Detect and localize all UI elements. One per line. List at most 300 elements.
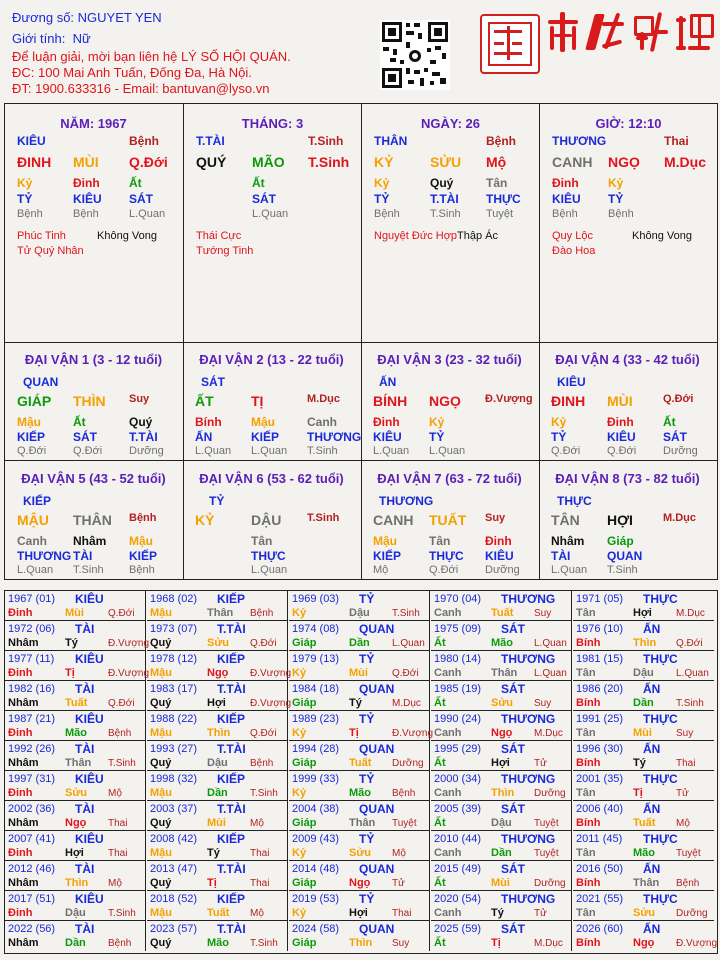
- dai-van-item: Kỷ: [429, 415, 445, 429]
- pillar-cell: Q.Đới: [129, 154, 168, 170]
- table-row: [5, 801, 146, 831]
- dai-van-item: L.Quan: [429, 445, 466, 457]
- year-stem: Giáp: [292, 877, 317, 889]
- year-label: 1976 (10): [576, 623, 624, 635]
- year-god: QUAN: [359, 802, 395, 816]
- star-label: Không Vong: [632, 230, 692, 242]
- dai-van-item: Mậu: [17, 415, 41, 429]
- year-god: QUAN: [359, 862, 395, 876]
- year-phase: Tử: [534, 908, 547, 919]
- year-god: TỶ: [359, 892, 375, 906]
- dai-van-item: QUAN: [607, 549, 643, 563]
- dai-van-item: TỶ: [551, 430, 567, 444]
- year-branch: Tuất: [207, 907, 230, 919]
- dai-van-item: Q.Đới: [73, 445, 103, 457]
- dai-van-item: Nhâm: [551, 534, 585, 548]
- year-stem: Bính: [576, 637, 601, 649]
- dai-van-cell: [539, 460, 716, 579]
- year-label: 2026 (60): [576, 923, 624, 935]
- year-phase: Tuyệt: [392, 818, 417, 829]
- year-label: 1985 (19): [434, 683, 482, 695]
- year-phase: Đ.Vượng: [108, 668, 150, 679]
- year-stem: Kỷ: [292, 787, 307, 799]
- year-label: 2015 (49): [434, 863, 482, 875]
- year-branch: Tý: [491, 907, 504, 919]
- dai-van-cell: [361, 460, 538, 579]
- table-row: [431, 711, 572, 741]
- year-stem: Tân: [576, 787, 596, 799]
- dai-van-item: THƯƠNG: [307, 430, 362, 444]
- pillar-cell: Tuyệt: [486, 208, 514, 220]
- star-label: Tử Quý Nhân: [17, 245, 84, 257]
- year-god: KIẾP: [217, 832, 246, 846]
- year-god: THƯƠNG: [501, 652, 556, 666]
- table-row: [147, 921, 288, 951]
- table-row: [147, 711, 288, 741]
- year-stem: Kỷ: [292, 907, 307, 919]
- year-god: SÁT: [501, 862, 525, 876]
- year-phase: Dưỡng: [392, 758, 424, 769]
- table-row: [5, 741, 146, 771]
- table-row: [573, 891, 714, 921]
- year-label: 1982 (16): [8, 683, 56, 695]
- year-stem: Mậu: [150, 667, 172, 679]
- dai-van-item: KIÊU: [607, 430, 636, 444]
- year-label: 1986 (20): [576, 683, 624, 695]
- year-stem: Mậu: [150, 607, 172, 619]
- table-row: [431, 921, 572, 951]
- dai-van-item: TÀI: [551, 549, 571, 563]
- table-row: [147, 681, 292, 711]
- pillar-cell: TỶ: [608, 192, 624, 206]
- year-label: 2022 (56): [8, 923, 56, 935]
- year-phase: Q.Đới: [676, 638, 703, 649]
- year-phase: Mộ: [676, 818, 690, 829]
- table-row: [289, 921, 430, 951]
- year-branch: Sửu: [349, 847, 372, 859]
- table-row: [431, 621, 572, 651]
- pillar-column: [539, 104, 717, 342]
- year-label: 2004 (38): [292, 803, 340, 815]
- dai-van-item: Mộ: [373, 564, 389, 576]
- dai-van-title: ĐẠI VẬN 8 (73 - 82 tuổi): [555, 471, 700, 486]
- year-branch: Thân: [491, 667, 518, 679]
- table-row: [147, 771, 288, 801]
- year-label: 2006 (40): [576, 803, 624, 815]
- year-stem: Mậu: [150, 727, 172, 739]
- pillar-cell: Bệnh: [374, 208, 400, 220]
- year-label: 1971 (05): [576, 593, 624, 605]
- year-stem: Bính: [576, 817, 601, 829]
- pillar-cell: T.Sinh: [430, 208, 461, 220]
- year-branch: Ngọ: [491, 727, 513, 739]
- dai-van-item: Q.Đới: [607, 445, 637, 457]
- year-branch: Mùi: [491, 877, 510, 889]
- year-label: 1991 (25): [576, 713, 624, 725]
- year-phase: L.Quan: [534, 668, 567, 679]
- year-stem: Giáp: [292, 757, 317, 769]
- year-god: KIÊU: [75, 652, 104, 666]
- year-phase: T.Sinh: [250, 788, 278, 799]
- pillar-cell: KIÊU: [73, 192, 102, 206]
- year-label: 1983 (17): [150, 683, 198, 695]
- year-branch: Dần: [491, 847, 512, 859]
- year-stem: Ất: [434, 637, 446, 649]
- dai-van-item: MÙI: [607, 393, 633, 409]
- table-row: [147, 651, 292, 681]
- year-label: 1978 (12): [150, 653, 198, 665]
- dai-van-item: T.Sinh: [607, 564, 638, 576]
- year-label: 2012 (46): [8, 863, 56, 875]
- table-row: [431, 591, 572, 621]
- pillar-cell: KỶ: [374, 154, 394, 170]
- dai-van-item: THÂN: [73, 512, 112, 528]
- dai-van-item: THỰC: [429, 549, 464, 563]
- dai-van-item: Dưỡng: [663, 445, 698, 457]
- year-stem: Ất: [434, 877, 446, 889]
- dai-van-item: T.Sinh: [73, 564, 104, 576]
- year-branch: Tý: [65, 637, 78, 649]
- year-branch: Tị: [65, 667, 75, 679]
- dai-van-item: Q.Đới: [17, 445, 47, 457]
- dai-van-cell: [361, 341, 538, 460]
- pillar-cell: Bệnh: [73, 208, 99, 220]
- year-stem: Giáp: [292, 637, 317, 649]
- table-row: [573, 861, 714, 891]
- year-phase: Đ.Vượng: [676, 938, 718, 949]
- year-label: 1979 (13): [292, 653, 340, 665]
- year-label: 1995 (29): [434, 743, 482, 755]
- dai-van-item: THƯƠNG: [17, 549, 72, 563]
- table-row: [5, 651, 150, 681]
- year-god: KIẾP: [217, 892, 246, 906]
- table-row: [431, 891, 572, 921]
- year-god: SÁT: [501, 742, 525, 756]
- pillar-cell: NGỌ: [608, 154, 640, 170]
- year-label: 1967 (01): [8, 593, 56, 605]
- year-phase: Bệnh: [108, 728, 132, 739]
- year-phase: Bệnh: [250, 758, 274, 769]
- table-row: [147, 801, 288, 831]
- year-branch: Mão: [207, 937, 229, 949]
- year-god: T.TÀI: [217, 742, 246, 756]
- dai-van-item: Q.Đới: [429, 564, 459, 576]
- year-branch: Dần: [65, 937, 86, 949]
- year-god: KIẾP: [217, 712, 246, 726]
- pillar-cell: Đinh: [73, 176, 100, 190]
- year-branch: Tị: [633, 787, 643, 799]
- year-stem: Canh: [434, 667, 462, 679]
- dai-van-cell: [5, 460, 182, 579]
- year-phase: Thai: [392, 908, 412, 919]
- year-phase: Đ.Vượng: [392, 728, 434, 739]
- year-branch: Dậu: [207, 757, 228, 769]
- year-branch: Ngọ: [633, 937, 655, 949]
- year-label: 1989 (23): [292, 713, 340, 725]
- year-label: 1972 (06): [8, 623, 56, 635]
- year-phase: T.Sinh: [392, 608, 420, 619]
- dai-van-item: Đinh: [485, 534, 512, 548]
- dai-van-god: SÁT: [201, 375, 225, 389]
- dai-van-title: ĐẠI VẬN 5 (43 - 52 tuổi): [21, 471, 166, 486]
- year-god: QUAN: [359, 742, 395, 756]
- year-phase: Bệnh: [108, 938, 132, 949]
- year-god: SÁT: [501, 622, 525, 636]
- dai-van-item: KỶ: [195, 512, 215, 528]
- year-stem: Canh: [434, 727, 462, 739]
- brand-logo-calligraphy: [544, 12, 714, 56]
- year-label: 2011 (45): [576, 833, 623, 845]
- year-branch: Tị: [349, 727, 359, 739]
- table-row: [289, 741, 430, 771]
- year-god: SÁT: [501, 802, 525, 816]
- year-stem: Tân: [576, 667, 596, 679]
- year-branch: Dần: [349, 637, 370, 649]
- dai-van-item: Dưỡng: [129, 445, 164, 457]
- table-row: [573, 711, 714, 741]
- year-branch: Mão: [65, 727, 87, 739]
- year-god: TỶ: [359, 652, 375, 666]
- table-row: [431, 651, 572, 681]
- dai-van-item: Suy: [485, 512, 506, 524]
- pillar-cell: T.TÀI: [430, 192, 459, 206]
- dai-van-item: ẤN: [195, 430, 213, 444]
- year-stem: Kỷ: [292, 727, 307, 739]
- year-label: 1988 (22): [150, 713, 198, 725]
- year-stem: Bính: [576, 697, 601, 709]
- dai-van-item: ẤT: [195, 393, 214, 409]
- table-row: [147, 741, 288, 771]
- table-row: [573, 741, 714, 771]
- table-row: [573, 831, 714, 861]
- dai-van-item: Đinh: [607, 415, 634, 429]
- year-branch: Thân: [207, 607, 234, 619]
- year-phase: T.Sinh: [108, 908, 136, 919]
- pillar-cell: SÁT: [252, 192, 276, 206]
- red-seal-stamp: [480, 14, 540, 74]
- year-phase: M.Dục: [676, 608, 705, 619]
- year-phase: Dưỡng: [534, 788, 566, 799]
- dai-van-item: SÁT: [663, 430, 687, 444]
- pillar-cell: TỶ: [17, 192, 33, 206]
- year-god: QUAN: [359, 682, 395, 696]
- table-row: [5, 921, 146, 951]
- table-row: [431, 771, 572, 801]
- year-label: 2023 (57): [150, 923, 198, 935]
- year-label: 1973 (07): [150, 623, 198, 635]
- year-phase: T.Sinh: [250, 938, 278, 949]
- pillar-cell: SÁT: [129, 192, 153, 206]
- table-row: [5, 891, 146, 921]
- year-label: 1997 (31): [8, 773, 56, 785]
- dai-van-item: THỰC: [251, 549, 286, 563]
- owner-name: Đương số: NGUYET YEN: [12, 10, 162, 25]
- gender-line: [12, 31, 91, 47]
- year-stem: Đinh: [8, 667, 33, 679]
- dai-van-god: THƯƠNG: [379, 494, 434, 508]
- table-row: [5, 591, 146, 621]
- year-branch: Mùi: [207, 817, 226, 829]
- year-phase: Mộ: [108, 788, 122, 799]
- year-label: 2010 (44): [434, 833, 482, 845]
- table-row: [573, 921, 718, 951]
- year-phase: Q.Đới: [108, 698, 135, 709]
- dai-van-item: M.Dục: [307, 393, 340, 405]
- address-line: ĐC: 100 Mai Anh Tuấn, Đống Đa, Hà Nội.: [12, 65, 252, 80]
- table-row: [147, 891, 288, 921]
- year-stem: Ất: [434, 817, 446, 829]
- year-stem: Ất: [434, 697, 446, 709]
- dai-van-item: Q.Đới: [663, 393, 694, 405]
- pillar-cell: L.Quan: [252, 208, 289, 220]
- year-phase: Thai: [250, 878, 270, 889]
- year-phase: L.Quan: [534, 638, 567, 649]
- phone-email-line: ĐT: 1900.633316 - Email: bantuvan@lyso.vn: [12, 81, 270, 96]
- year-phase: M.Dục: [534, 728, 563, 739]
- year-label: 1984 (18): [292, 683, 340, 695]
- dai-van-cell: [5, 341, 182, 460]
- year-branch: Mùi: [349, 667, 368, 679]
- dai-van-item: Bính: [195, 415, 222, 429]
- year-branch: Thân: [349, 817, 376, 829]
- year-phase: Tử: [676, 788, 689, 799]
- year-phase: T.Sinh: [676, 698, 704, 709]
- year-god: KIÊU: [75, 712, 104, 726]
- dai-van-item: Giáp: [607, 534, 634, 548]
- year-label: 1969 (03): [292, 593, 340, 605]
- pillar-cell: Thai: [664, 134, 689, 148]
- pillar-cell: Đinh: [552, 176, 579, 190]
- year-god: TÀI: [75, 742, 95, 756]
- year-god: TỶ: [359, 832, 375, 846]
- year-branch: Thìn: [349, 937, 373, 949]
- year-god: TỶ: [359, 592, 375, 606]
- year-branch: Mão: [491, 637, 513, 649]
- pillar-cell: Bệnh: [17, 208, 43, 220]
- dai-van-item: Kỷ: [551, 415, 567, 429]
- pillar-cell: ĐINH: [17, 154, 52, 170]
- year-god: ẤN: [643, 802, 661, 816]
- year-label: 1977 (11): [8, 653, 55, 665]
- star-label: Nguyệt Đức Hợp: [374, 230, 458, 242]
- year-branch: Tý: [207, 847, 220, 859]
- year-god: THỰC: [643, 712, 678, 726]
- year-stem: Nhâm: [8, 697, 39, 709]
- year-phase: M.Dục: [392, 698, 421, 709]
- year-stem: Quý: [150, 937, 172, 949]
- year-stem: Kỷ: [292, 607, 307, 619]
- year-god: ẤN: [643, 622, 661, 636]
- dai-van-item: NGỌ: [429, 393, 461, 409]
- year-phase: Suy: [534, 608, 552, 619]
- year-stem: Ất: [434, 937, 446, 949]
- star-label: Thái Cực: [196, 230, 242, 242]
- table-row: [289, 861, 430, 891]
- year-label: 1998 (32): [150, 773, 198, 785]
- star-label: Tướng Tinh: [196, 245, 254, 257]
- qr-code-icon[interactable]: [380, 20, 450, 90]
- table-row: [573, 591, 714, 621]
- year-god: KIÊU: [75, 892, 104, 906]
- pillar-cell: T.Sinh: [308, 134, 344, 148]
- table-row: [289, 801, 430, 831]
- year-stem: Nhâm: [8, 817, 39, 829]
- year-phase: Thai: [676, 758, 696, 769]
- year-phase: Q.Đới: [392, 668, 419, 679]
- dai-van-item: T.Sinh: [307, 445, 338, 457]
- year-god: THỰC: [643, 892, 678, 906]
- pillar-cell: Ất: [252, 176, 265, 190]
- year-branch: Tuất: [491, 607, 514, 619]
- year-phase: Thai: [108, 848, 128, 859]
- year-branch: Tị: [491, 937, 501, 949]
- year-label: 2018 (52): [150, 893, 198, 905]
- pillar-column: [5, 104, 182, 342]
- dai-van-god: QUAN: [23, 375, 59, 389]
- dai-van-item: Q.Đới: [551, 445, 581, 457]
- pillar-cell: T.Sinh: [308, 154, 350, 170]
- table-row: [431, 831, 572, 861]
- year-god: THỰC: [643, 772, 678, 786]
- year-branch: Tuất: [65, 697, 88, 709]
- year-god: THỰC: [643, 652, 678, 666]
- year-branch: Thìn: [633, 637, 657, 649]
- dai-van-item: Dưỡng: [485, 564, 520, 576]
- star-label: Quy Lộc: [552, 230, 593, 242]
- dai-van-item: Tân: [429, 534, 451, 548]
- table-row: [289, 621, 430, 651]
- year-god: KIẾP: [217, 592, 246, 606]
- year-god: ẤN: [643, 862, 661, 876]
- year-label: 2008 (42): [150, 833, 198, 845]
- table-row: [147, 591, 288, 621]
- year-branch: Tị: [207, 877, 217, 889]
- year-god: KIÊU: [75, 832, 104, 846]
- year-god: ẤN: [643, 682, 661, 696]
- year-stem: Ất: [434, 757, 446, 769]
- pillar-cell: SỬU: [430, 154, 462, 170]
- year-stem: Tân: [576, 847, 596, 859]
- table-row: [5, 831, 146, 861]
- year-stem: Quý: [150, 697, 172, 709]
- table-row: [431, 741, 572, 771]
- year-god: THƯƠNG: [501, 712, 556, 726]
- star-label: Không Vong: [97, 230, 157, 242]
- pillar-cell: Kỷ: [608, 176, 624, 190]
- year-stem: Bính: [576, 877, 601, 889]
- year-branch: Sửu: [633, 907, 656, 919]
- table-row: [5, 681, 146, 711]
- gender-value: Nữ: [72, 31, 91, 46]
- year-branch: Thìn: [65, 877, 89, 889]
- dai-van-item: CANH: [373, 512, 414, 528]
- year-label: 2016 (50): [576, 863, 624, 875]
- year-stem: Đinh: [8, 847, 33, 859]
- dai-van-item: L.Quan: [251, 564, 288, 576]
- year-phase: Đ.Vượng: [250, 698, 292, 709]
- year-stem: Canh: [434, 607, 462, 619]
- year-god: KIÊU: [75, 772, 104, 786]
- dai-van-item: L.Quan: [195, 445, 232, 457]
- year-branch: Thân: [633, 877, 660, 889]
- dai-van-item: GIÁP: [17, 393, 52, 409]
- dai-van-item: TUẤT: [429, 512, 467, 528]
- year-god: SÁT: [501, 922, 525, 936]
- dai-van-item: KIẾP: [373, 549, 402, 563]
- year-god: THƯƠNG: [501, 892, 556, 906]
- year-phase: Suy: [392, 938, 410, 949]
- table-row: [289, 891, 430, 921]
